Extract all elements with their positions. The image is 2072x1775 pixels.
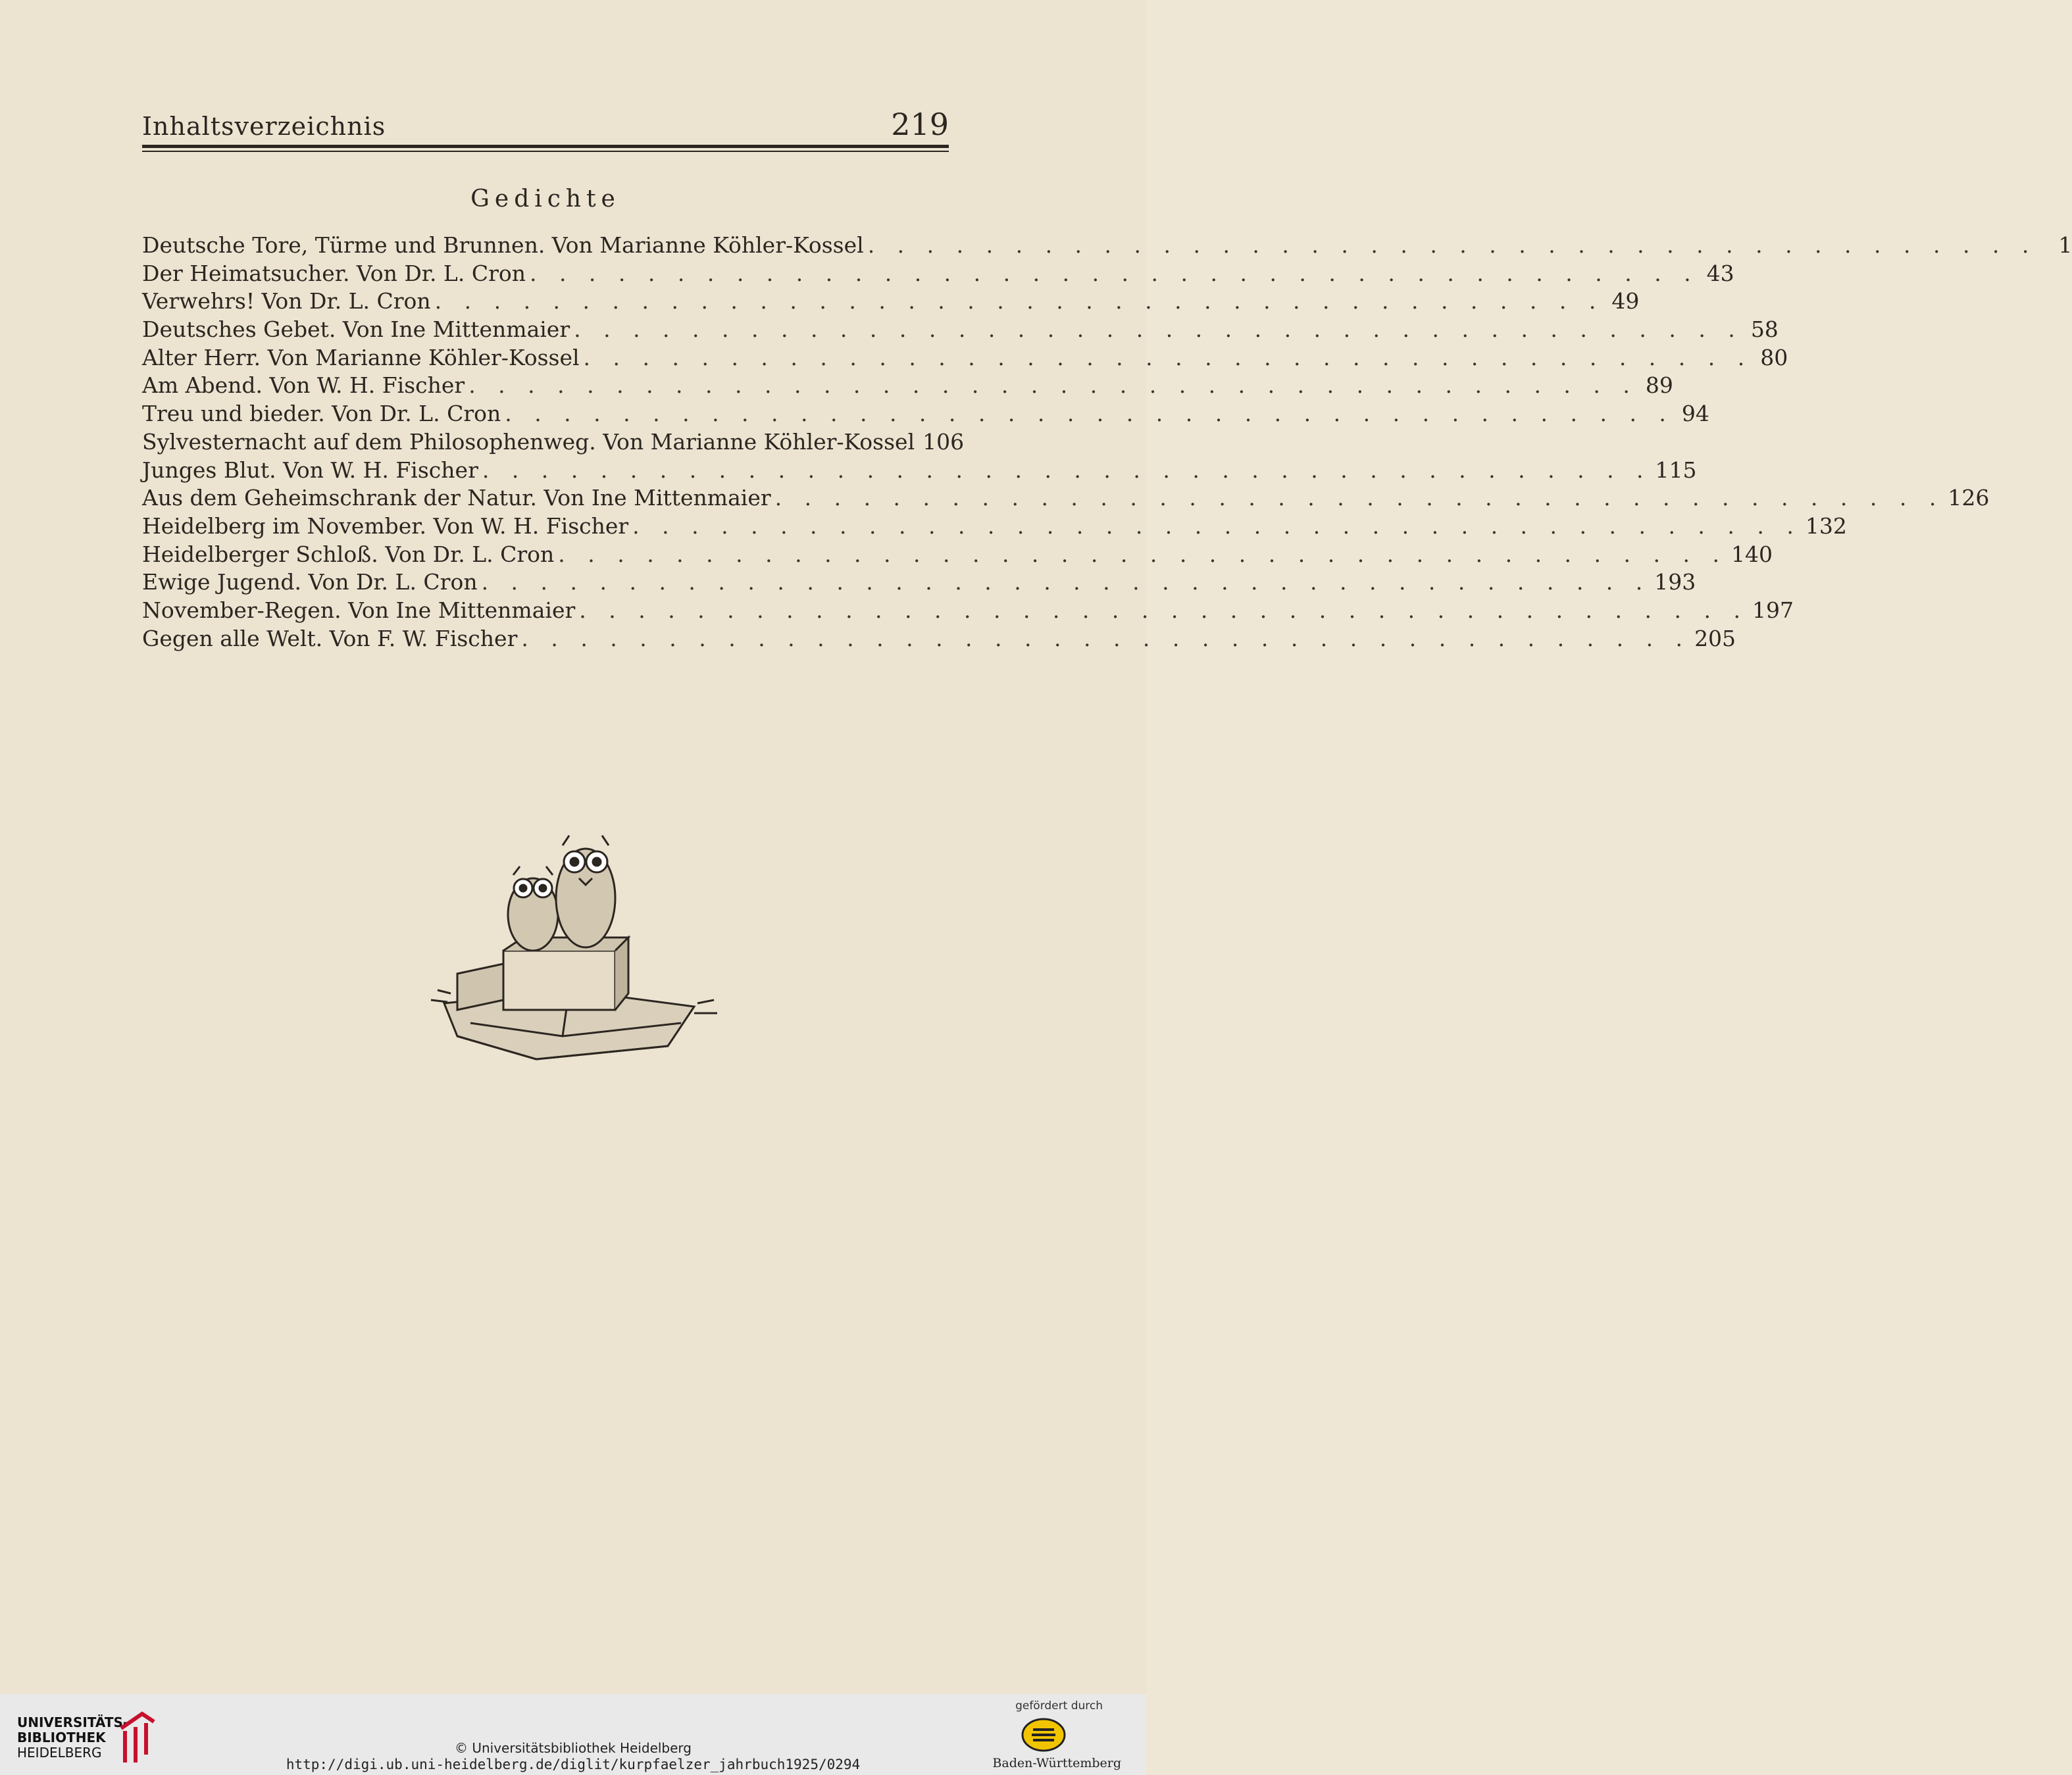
running-header: [142, 105, 949, 145]
toc-entry-page: 106: [922, 428, 965, 455]
toc-entry-page: 1: [2058, 232, 2072, 258]
toc-entry-title: Heidelberger Schloß. Von Dr. L. Cron: [142, 541, 555, 567]
toc-entry-title: Gegen alle Welt. Von F. W. Fischer: [142, 625, 518, 651]
toc-entry-page: 94: [1681, 401, 1709, 427]
dot-leader: . . . . . . . . . . . . . . . . . . . . . . . . . . . . . . . . . . . . . . . .: [521, 625, 1691, 651]
state-name: Baden-Württemberg: [992, 1756, 1121, 1770]
toc-entry-title: November-Regen. Von Ine Mittenmaier: [142, 597, 576, 623]
header-rule-thick: [142, 145, 949, 148]
toc-entry-page: 89: [1645, 372, 1673, 399]
toc-entry-page: 132: [1805, 512, 1847, 539]
library-name-line: HEIDELBERG: [17, 1745, 102, 1761]
dot-leader: . . . . . . . . . . . . . . . . . . . . . . . . . . . . . . . . . . . . . . . .: [434, 288, 1604, 314]
funded-by-label: gefördert durch: [1015, 1699, 1103, 1713]
toc-entry: [142, 400, 1709, 428]
toc-entry-page: 197: [1752, 597, 1794, 623]
dot-leader: . . . . . . . . . . . . . . . . . . . . . . . . . . . . . . . . . . . . . . . .: [574, 316, 1743, 343]
dot-leader: . . . . . . . . . . . . . . . . . . . . . . . . . . . . . . . . . . . . . . . .: [583, 344, 1753, 370]
toc-entry-title: Deutsche Tore, Türme und Brunnen. Von Marianne Köhler-Kossel: [142, 232, 864, 258]
toc-entry-title: Alter Herr. Von Marianne Köhler-Kossel: [142, 344, 580, 370]
toc-entry-page: 58: [1750, 316, 1779, 343]
dot-leader: . . . . . . . . . . . . . . . . . . . . . . . . . . . . . . . . . . . . . . . .: [482, 457, 1652, 483]
toc-entry-page: 43: [1706, 260, 1734, 286]
toc-entry-title: Deutsches Gebet. Von Ine Mittenmaier: [142, 316, 570, 343]
toc-entry: [142, 597, 1794, 625]
toc-entry: [142, 232, 2072, 260]
toc-entry-title: Am Abend. Von W. H. Fischer: [142, 372, 465, 399]
toc-entry: [142, 541, 1773, 569]
toc-entry-page: 205: [1694, 625, 1736, 651]
footer-bar: [0, 1694, 1146, 1775]
library-name-line: BIBLIOTHEK: [17, 1730, 106, 1745]
dot-leader: . . . . . . . . . . . . . . . . . . . . . . . . . . . . . . . . . . . . . . . .: [529, 260, 1699, 286]
toc-entry: [142, 625, 1736, 653]
header-rule-thin: [142, 151, 949, 152]
toc-entry-page: 140: [1731, 541, 1773, 567]
toc-entry-title: Treu und bieder. Von Dr. L. Cron: [142, 401, 501, 427]
dot-leader: . . . . . . . . . . . . . . . . . . . . . . . . . . . . . . . . . . . . . . . .: [579, 597, 1748, 623]
toc-entry-page: 126: [1948, 485, 1990, 511]
dot-leader: . . . . . . . . . . . . . . . . . . . . . . . . . . . . . . . . . . . . . . . .: [867, 232, 2037, 258]
dot-leader: . . . . . . . . . . . . . . . . . . . . . . . . . . . . . . . . . . . . . . . .: [468, 372, 1638, 399]
toc-entry-title: Ewige Jugend. Von Dr. L. Cron: [142, 569, 478, 595]
toc-entry-title: Verwehrs! Von Dr. L. Cron: [142, 288, 431, 314]
dot-leader: . . . . . . . . . . . . . . . . . . . . . . . . . . . . . . . . . . . . . . . .: [505, 401, 1674, 427]
toc-entry-title: Junges Blut. Von W. H. Fischer: [142, 457, 478, 483]
toc-entry-page: 115: [1655, 457, 1697, 483]
owls-on-books-icon: [431, 826, 720, 1062]
toc-entry: [142, 372, 1673, 400]
toc-entry: [142, 568, 1696, 597]
toc-entry-title: Der Heimatsucher. Von Dr. L. Cron: [142, 260, 526, 286]
dot-leader: . . . . . . . . . . . . . . . . . . . . . . . . . . . . . . . . . . . . . . . .: [558, 541, 1727, 567]
toc-entry: [142, 428, 965, 457]
dot-leader: . . . . . . . . . . . . . . . . . . . . . . . . . . . . . . . . . . . . . . . .: [774, 485, 1944, 511]
library-name-line: UNIVERSITÄTS-: [17, 1714, 129, 1730]
toc-entry: [142, 316, 1779, 344]
toc-entry-page: 49: [1611, 288, 1640, 314]
toc-entry: [142, 457, 1697, 485]
bw-coat-of-arms-icon: [1019, 1716, 1069, 1753]
page-number: 219: [891, 107, 949, 142]
toc-entry-title: Aus dem Geheimschrank der Natur. Von Ine Mittenmaier: [142, 485, 771, 511]
header-title: Inhaltsverzeichnis: [142, 112, 386, 141]
toc-entry: [142, 484, 1990, 512]
toc-entry-page: 193: [1654, 569, 1696, 595]
dot-leader: . . . . . . . . . . . . . . . . . . . . . . . . . . . . . . . . . . . . . . . .: [481, 569, 1651, 595]
toc-entry: [142, 512, 1847, 541]
section-title: Gedichte: [470, 186, 620, 213]
dot-leader: . . . . . . . . . . . . . . . . . . . . . . . . . . . . . . . . . . . . . . . .: [632, 512, 1802, 539]
table-of-contents: [142, 232, 2072, 653]
toc-entry: [142, 344, 1788, 372]
toc-entry-page: 80: [1760, 344, 1788, 370]
toc-entry-title: Sylvesternacht auf dem Philosophenweg. Von Marianne Köhler-Kossel: [142, 428, 915, 455]
toc-entry: [142, 288, 1640, 316]
source-url[interactable]: http://digi.ub.uni-heidelberg.de/diglit/kurpfaelzer_jahrbuch1925/0294: [286, 1757, 861, 1772]
toc-entry-title: Heidelberg im November. Von W. H. Fischer: [142, 512, 629, 539]
copyright-notice: © Universitätsbibliothek Heidelberg: [454, 1740, 692, 1756]
toc-entry: [142, 260, 1734, 288]
